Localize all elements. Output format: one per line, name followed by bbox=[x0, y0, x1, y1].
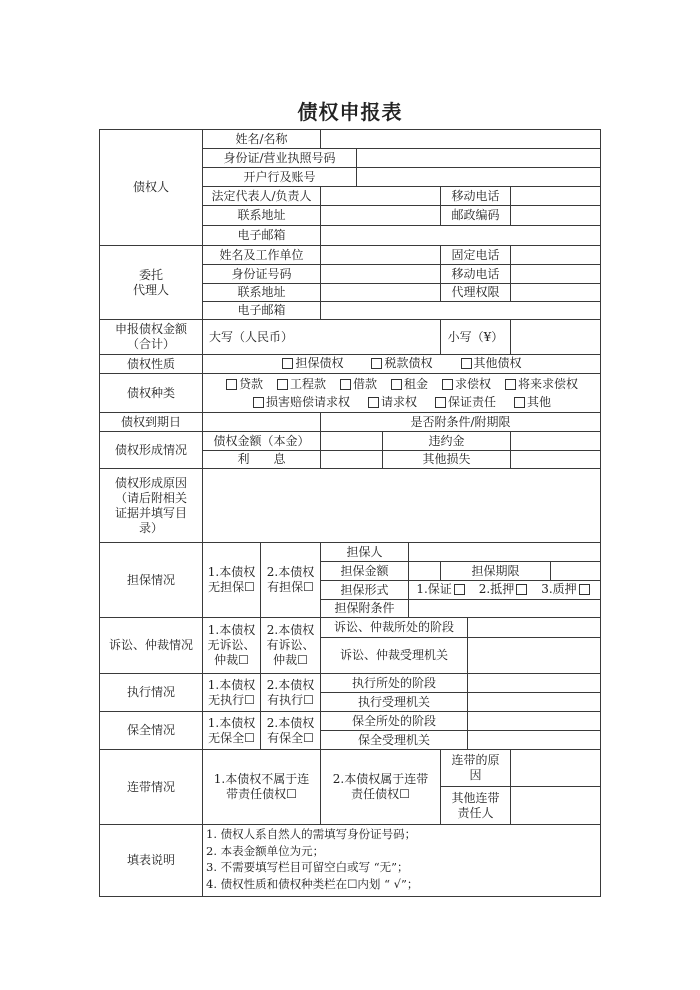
agent-mobile-label: 移动电话 bbox=[440, 264, 510, 283]
litigation-none[interactable]: 1.本债权 无诉讼、 仲裁☐ bbox=[202, 617, 260, 673]
creditor-label: 债权人 bbox=[99, 129, 202, 245]
option-label: 1.保证 bbox=[416, 582, 452, 596]
joint-reason-label: 连带的原 因 bbox=[440, 749, 510, 786]
litigation-has[interactable]: 2.本债权 有诉讼、 仲裁☐ bbox=[260, 617, 320, 673]
kind-options-line1 bbox=[202, 375, 600, 393]
checkbox-icon[interactable] bbox=[368, 397, 379, 408]
execution-has[interactable]: 2.本债权 有执行☐ bbox=[260, 673, 320, 711]
agent-authority-label: 代理权限 bbox=[440, 283, 510, 301]
agent-label: 委托 代理人 bbox=[99, 245, 202, 319]
guarantee-form-options bbox=[408, 580, 600, 599]
amount-lower-field[interactable] bbox=[510, 319, 600, 354]
option-label: 借款 bbox=[352, 376, 377, 391]
guarantee-cond-field[interactable] bbox=[408, 599, 600, 617]
option-item[interactable] bbox=[369, 356, 432, 371]
option-item[interactable] bbox=[541, 582, 591, 597]
guarantee-form-label: 担保形式 bbox=[320, 580, 408, 599]
litigation-stage-field[interactable] bbox=[467, 617, 600, 637]
agent-address-field[interactable] bbox=[320, 283, 440, 301]
execution-agency-label: 执行受理机关 bbox=[320, 692, 467, 711]
creditor-id-field[interactable] bbox=[356, 148, 600, 167]
amount-upper[interactable]: 大写（人民币） bbox=[202, 319, 440, 354]
agent-phone-field[interactable] bbox=[510, 245, 600, 264]
joint-not[interactable]: 1.本债权不属于连 带责任债权☐ bbox=[202, 749, 320, 824]
option-label: 请求权 bbox=[380, 394, 417, 409]
guarantee-period-label: 担保期限 bbox=[440, 561, 550, 580]
agent-name-field[interactable] bbox=[320, 245, 440, 264]
preservation-none[interactable]: 1.本债权 无保全☐ bbox=[202, 711, 260, 749]
option-item[interactable] bbox=[416, 582, 466, 597]
checkbox-icon[interactable] bbox=[435, 397, 446, 408]
preservation-label: 保全情况 bbox=[99, 711, 202, 749]
agent-mobile-field[interactable] bbox=[510, 264, 600, 283]
creditor-legal-rep-label: 法定代表人/负责人 bbox=[202, 186, 320, 205]
creditor-postcode-label: 邮政编码 bbox=[440, 205, 510, 225]
other-loss-label: 其他损失 bbox=[382, 450, 510, 468]
reason-label: 债权形成原因 （请后附相关 证据并填写目 录） bbox=[99, 468, 202, 542]
creditor-bank-field[interactable] bbox=[356, 167, 600, 186]
litigation-agency-field[interactable] bbox=[467, 637, 600, 673]
joint-is[interactable]: 2.本债权属于连带 责任债权☐ bbox=[320, 749, 440, 824]
checkbox-icon[interactable] bbox=[454, 584, 465, 595]
reason-field[interactable] bbox=[202, 468, 600, 542]
checkbox-icon[interactable] bbox=[442, 379, 453, 390]
note-item: 4. 债权性质和债权种类栏在☐内划 “ √”； bbox=[206, 876, 419, 891]
creditor-address-field[interactable] bbox=[320, 205, 440, 225]
checkbox-icon[interactable] bbox=[461, 358, 472, 369]
guarantor-label: 担保人 bbox=[320, 542, 408, 561]
guarantee-cond-label: 担保附条件 bbox=[320, 599, 408, 617]
option-label: 2.抵押 bbox=[478, 582, 515, 596]
creditor-mobile-label: 移动电话 bbox=[440, 186, 510, 205]
other-loss-field[interactable] bbox=[510, 450, 600, 468]
option-item[interactable] bbox=[389, 377, 428, 392]
agent-email-field[interactable] bbox=[320, 301, 600, 319]
nature-options bbox=[202, 354, 600, 373]
joint-reason-field[interactable] bbox=[510, 749, 600, 786]
option-label: 其他 bbox=[527, 394, 552, 409]
creditor-email-label: 电子邮箱 bbox=[202, 225, 320, 245]
penalty-field[interactable] bbox=[510, 431, 600, 450]
option-item[interactable] bbox=[440, 377, 491, 392]
option-label: 工程款 bbox=[289, 376, 326, 391]
creditor-legal-rep-field[interactable] bbox=[320, 186, 440, 205]
execution-stage-field[interactable] bbox=[467, 673, 600, 692]
preservation-stage-label: 保全所处的阶段 bbox=[320, 711, 467, 730]
guarantee-amount-label: 担保金额 bbox=[320, 561, 408, 580]
guarantee-none[interactable]: 1.本债权 无担保☐ bbox=[202, 542, 260, 617]
guarantor-field[interactable] bbox=[408, 542, 600, 561]
conditional-label: 是否附条件/附期限 bbox=[320, 412, 600, 431]
creditor-address-label: 联系地址 bbox=[202, 205, 320, 225]
agent-id-field[interactable] bbox=[320, 264, 440, 283]
formation-label: 债权形成情况 bbox=[99, 431, 202, 468]
creditor-bank-label: 开户行及账号 bbox=[202, 167, 356, 186]
option-label: 保证责任 bbox=[448, 394, 497, 409]
guarantee-period-field[interactable] bbox=[550, 561, 600, 580]
creditor-name-field[interactable] bbox=[320, 129, 600, 148]
notes-list bbox=[206, 826, 418, 892]
agent-address-label: 联系地址 bbox=[202, 283, 320, 301]
option-item[interactable] bbox=[251, 395, 350, 410]
option-item[interactable] bbox=[433, 395, 496, 410]
agent-id-label: 身份证号码 bbox=[202, 264, 320, 283]
guarantee-has[interactable]: 2.本债权 有担保☐ bbox=[260, 542, 320, 617]
agent-name-label: 姓名及工作单位 bbox=[202, 245, 320, 264]
litigation-label: 诉讼、仲裁情况 bbox=[99, 617, 202, 673]
interest-field[interactable] bbox=[320, 450, 382, 468]
option-label: 损害赔偿请求权 bbox=[265, 394, 350, 409]
interest-label: 利 息 bbox=[202, 450, 320, 468]
note-item: 1. 债权人系自然人的需填写身份证号码； bbox=[206, 827, 417, 841]
creditor-postcode-field[interactable] bbox=[510, 205, 600, 225]
note-item: 3. 不需要填写栏目可留空白或写 “无”； bbox=[206, 860, 409, 874]
checkbox-icon[interactable] bbox=[253, 397, 264, 408]
execution-agency-field[interactable] bbox=[467, 692, 600, 711]
checkbox-icon[interactable] bbox=[277, 379, 288, 390]
kind-label: 债权种类 bbox=[99, 373, 202, 412]
checkbox-icon[interactable] bbox=[391, 379, 402, 390]
note-item: 2. 本表金额单位为元； bbox=[206, 843, 325, 858]
principal-field[interactable] bbox=[320, 431, 382, 450]
due-label: 债权到期日 bbox=[99, 412, 202, 431]
checkbox-icon[interactable] bbox=[371, 358, 382, 369]
option-label: 3.质押 bbox=[541, 582, 577, 596]
execution-label: 执行情况 bbox=[99, 673, 202, 711]
due-field[interactable] bbox=[202, 412, 320, 431]
option-item[interactable] bbox=[459, 356, 522, 371]
preservation-agency-label: 保全受理机关 bbox=[320, 730, 467, 749]
litigation-stage-label: 诉讼、仲裁所处的阶段 bbox=[320, 617, 467, 637]
option-item[interactable] bbox=[479, 582, 529, 597]
form-title: 债权申报表 bbox=[297, 100, 403, 124]
option-item[interactable] bbox=[338, 377, 377, 392]
joint-label: 连带情况 bbox=[99, 749, 202, 824]
kind-options-line2 bbox=[202, 393, 600, 411]
checkbox-icon[interactable] bbox=[226, 379, 237, 390]
checkbox-icon[interactable] bbox=[516, 584, 527, 595]
agent-authority-field[interactable] bbox=[510, 283, 600, 301]
guarantee-label: 担保情况 bbox=[99, 542, 202, 617]
preservation-has[interactable]: 2.本债权 有保全☐ bbox=[260, 711, 320, 749]
guarantee-amount-field[interactable] bbox=[408, 561, 440, 580]
joint-others-field[interactable] bbox=[510, 786, 600, 824]
option-label: 求偿权 bbox=[455, 376, 492, 391]
checkbox-icon[interactable] bbox=[514, 397, 525, 408]
option-item[interactable] bbox=[512, 395, 551, 410]
option-item[interactable] bbox=[275, 377, 326, 392]
joint-others-label: 其他连带 责任人 bbox=[440, 786, 510, 824]
penalty-label: 违约金 bbox=[382, 431, 510, 450]
option-label: 担保债权 bbox=[295, 356, 344, 370]
option-label: 税款债权 bbox=[384, 356, 433, 370]
checkbox-icon[interactable] bbox=[505, 379, 516, 390]
option-item[interactable] bbox=[503, 377, 578, 392]
creditor-id-label: 身份证/营业执照号码 bbox=[202, 148, 356, 167]
agent-email-label: 电子邮箱 bbox=[202, 301, 320, 319]
checkbox-icon[interactable] bbox=[282, 358, 293, 369]
creditor-email-field[interactable] bbox=[320, 225, 600, 245]
nature-label: 债权性质 bbox=[99, 354, 202, 373]
option-label: 将来求偿权 bbox=[518, 376, 579, 391]
amount-lower-label: 小写（¥） bbox=[440, 319, 510, 354]
option-label: 租金 bbox=[404, 376, 429, 391]
preservation-agency-field[interactable] bbox=[467, 730, 600, 749]
litigation-agency-label: 诉讼、仲裁受理机关 bbox=[320, 637, 467, 673]
preservation-stage-field[interactable] bbox=[467, 711, 600, 730]
creditor-name-label: 姓名/名称 bbox=[202, 129, 320, 148]
creditor-mobile-field[interactable] bbox=[510, 186, 600, 205]
execution-none[interactable]: 1.本债权 无执行☐ bbox=[202, 673, 260, 711]
checkbox-icon[interactable] bbox=[340, 379, 351, 390]
execution-stage-label: 执行所处的阶段 bbox=[320, 673, 467, 692]
notes-label: 填表说明 bbox=[99, 824, 202, 896]
option-item[interactable] bbox=[280, 356, 343, 371]
principal-label: 债权金额（本金） bbox=[202, 431, 320, 450]
option-label: 其他债权 bbox=[473, 356, 522, 370]
option-label: 贷款 bbox=[238, 376, 263, 391]
checkbox-icon[interactable] bbox=[579, 584, 590, 595]
agent-phone-label: 固定电话 bbox=[440, 245, 510, 264]
option-item[interactable] bbox=[366, 395, 417, 410]
amount-label: 申报债权金额 （合计） bbox=[99, 319, 202, 354]
option-item[interactable] bbox=[224, 377, 263, 392]
